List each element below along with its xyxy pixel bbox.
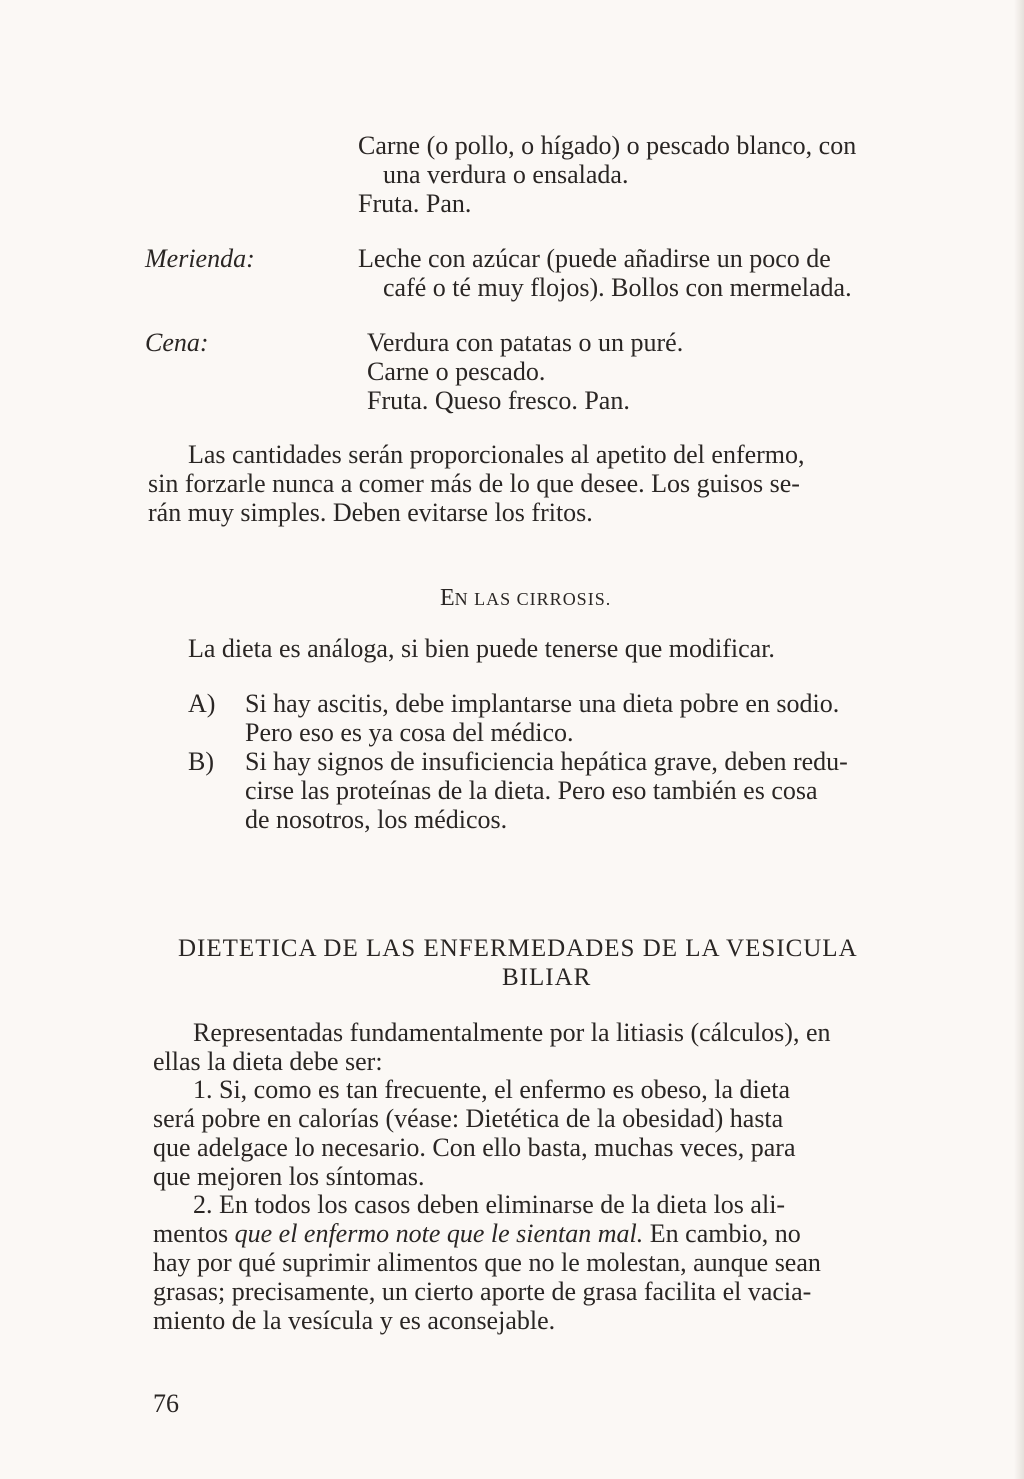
list-item-b-line: Si hay signos de insuficiencia hepática grave, deben redu- xyxy=(245,747,848,776)
cirrosis-intro: La dieta es análoga, si bien puede tenerse que modificar. xyxy=(188,634,775,663)
item-2-text: mentos xyxy=(153,1219,235,1248)
list-item-a-line: Pero eso es ya cosa del médico. xyxy=(245,718,574,747)
merienda-line: café o té muy flojos). Bollos con mermelada. xyxy=(383,273,852,302)
paragraph-line: sin forzarle nunca a comer más de lo que desee. Los guisos se- xyxy=(148,469,800,498)
list-marker-a: A) xyxy=(188,689,216,718)
merienda-line: Leche con azúcar (puede añadirse un poco de xyxy=(358,244,831,273)
list-item-a-line: Si hay ascitis, debe implantarse una dieta pobre en sodio. xyxy=(245,689,840,718)
list-item-b-line: cirse las proteínas de la dieta. Pero eso también es cosa xyxy=(245,776,818,805)
numbered-item-2-line: grasas; precisamente, un cierto aporte de grasa facilita el vacia- xyxy=(153,1277,812,1306)
menu-line: una verdura o ensalada. xyxy=(383,160,629,189)
numbered-item-2-line xyxy=(153,1219,801,1248)
cena-label: Cena: xyxy=(145,328,209,357)
numbered-item-2-line: miento de la vesícula y es aconsejable. xyxy=(153,1306,556,1335)
item-2-emphasis: que el enfermo note que le sientan mal. xyxy=(234,1219,644,1248)
merienda-label: Merienda: xyxy=(145,244,255,273)
cirrosis-heading xyxy=(440,582,611,614)
numbered-item-2-line: hay por qué suprimir alimentos que no le molestan, aunque sean xyxy=(153,1248,821,1277)
list-item-b-line: de nosotros, los médicos. xyxy=(245,805,508,834)
numbered-item-1-line: 1. Si, como es tan frecuente, el enfermo es obeso, la dieta xyxy=(193,1075,791,1104)
numbered-item-1-line: que adelgace lo necesario. Con ello basta, muchas veces, para xyxy=(153,1133,796,1162)
menu-line: Carne (o pollo, o hígado) o pescado blanco, con xyxy=(358,131,857,160)
page-edge-shadow xyxy=(1014,0,1024,1479)
section-heading: DIETETICA DE LAS ENFERMEDADES DE LA VESICULA xyxy=(178,935,858,962)
vesicula-intro-line: ellas la dieta debe ser: xyxy=(153,1047,383,1076)
cena-line: Verdura con patatas o un puré. xyxy=(367,328,684,357)
numbered-item-1-line: que mejoren los síntomas. xyxy=(153,1162,425,1191)
cirrosis-heading-initial: E xyxy=(440,585,455,611)
page-number: 76 xyxy=(153,1389,179,1418)
list-marker-b: B) xyxy=(188,747,214,776)
numbered-item-2-line: 2. En todos los casos deben eliminarse de la dieta los ali- xyxy=(193,1190,786,1219)
cena-line: Fruta. Queso fresco. Pan. xyxy=(367,386,630,415)
vesicula-intro-line: Representadas fundamentalmente por la litiasis (cálculos), en xyxy=(193,1018,831,1047)
paragraph-line: rán muy simples. Deben evitarse los fritos. xyxy=(148,498,593,527)
item-2-text: En cambio, no xyxy=(643,1219,801,1248)
menu-line: Fruta. Pan. xyxy=(358,189,472,218)
cena-line: Carne o pescado. xyxy=(367,357,546,386)
section-heading: BILIAR xyxy=(502,964,592,991)
numbered-item-1-line: será pobre en calorías (véase: Dietética de la obesidad) hasta xyxy=(153,1104,784,1133)
cirrosis-heading-rest: N LAS CIRROSIS. xyxy=(454,589,612,609)
paragraph-line: Las cantidades serán proporcionales al apetito del enfermo, xyxy=(188,440,805,469)
